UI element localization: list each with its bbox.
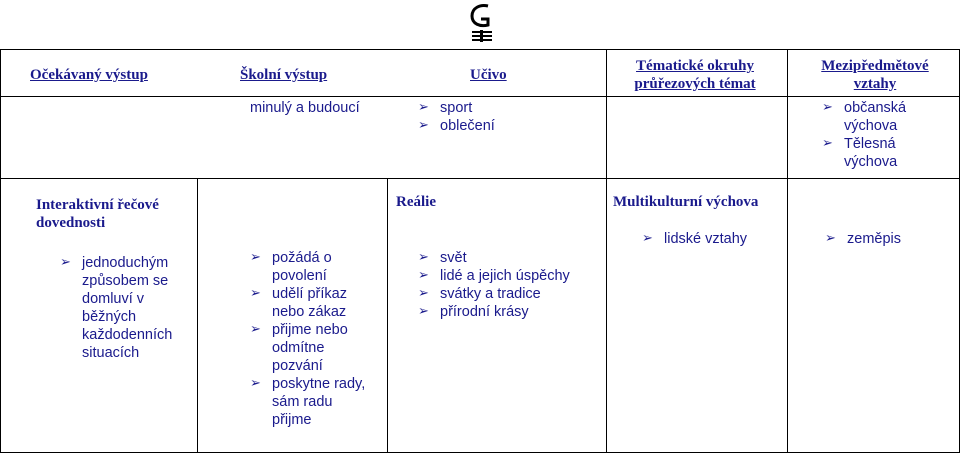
list-item: ➢ lidské vztahy	[642, 231, 748, 247]
arrow-bullet-icon: ➢	[250, 286, 261, 301]
table-bottom-line	[0, 452, 960, 453]
arrow-bullet-icon: ➢	[418, 100, 429, 115]
list-item: ➢ Tělesná výchova	[822, 136, 898, 170]
list-item: ➢ svátky a tradice	[418, 286, 541, 302]
list-item: ➢ udělí příkaz nebo zákaz	[250, 286, 347, 320]
table-top-line	[0, 49, 960, 50]
row1-ucivo-list	[418, 99, 598, 135]
arrow-bullet-icon: ➢	[250, 376, 261, 391]
list-item: ➢ sport	[418, 100, 473, 116]
table-left-line	[0, 49, 1, 453]
arrow-bullet-icon: ➢	[418, 118, 429, 133]
tematicke-list	[642, 230, 782, 248]
col-divider-2	[387, 178, 388, 453]
arrow-bullet-icon: ➢	[642, 231, 653, 246]
list-item: ➢ oblečení	[418, 118, 495, 134]
header-skolni-vystup: Školní výstup	[240, 67, 328, 83]
header-bottom-line	[0, 96, 960, 97]
header-ucivo: Učivo	[470, 67, 507, 83]
header-mezipredmetove: Mezipředmětové vztahy	[821, 58, 929, 92]
list-item: ➢ poskytne rady, sám radu přijme	[250, 376, 366, 428]
header-tematicke-okruhy: Tématické okruhy průřezových témat	[634, 58, 756, 92]
arrow-bullet-icon: ➢	[822, 136, 833, 151]
ocekavany-list	[60, 254, 190, 362]
realie-list	[418, 249, 603, 321]
list-item: ➢ jednoduchým způsobem se domluví v běžných každodenních situacích	[60, 255, 173, 361]
ocekavany-title: Interaktivní řečové dovednosti	[36, 197, 159, 231]
skolni-list	[250, 249, 380, 429]
arrow-bullet-icon: ➢	[250, 322, 261, 337]
realie-title: Reálie	[396, 194, 436, 210]
mezipredmetove-list	[825, 230, 945, 248]
arrow-bullet-icon: ➢	[250, 250, 261, 265]
list-item: ➢ lidé a jejich úspěchy	[418, 268, 570, 284]
list-item: ➢ svět	[418, 250, 467, 266]
arrow-bullet-icon: ➢	[822, 100, 833, 115]
arrow-bullet-icon: ➢	[418, 304, 429, 319]
row1-bottom-line	[0, 178, 960, 179]
arrow-bullet-icon: ➢	[60, 255, 71, 270]
multikulturni-title: Multikulturní výchova	[613, 194, 759, 210]
logo-icon	[466, 2, 496, 46]
list-item: ➢ požádá o povolení	[250, 250, 332, 284]
arrow-bullet-icon: ➢	[825, 231, 836, 246]
arrow-bullet-icon: ➢	[418, 286, 429, 301]
arrow-bullet-icon: ➢	[418, 268, 429, 283]
col-divider-3	[606, 49, 607, 453]
row1-skolni-vystup: minulý a budoucí	[250, 100, 360, 116]
list-item: ➢ zeměpis	[825, 231, 901, 247]
list-item: ➢ přijme nebo odmítne pozvání	[250, 322, 348, 374]
row1-mezipredmetove-list	[822, 99, 932, 171]
col-divider-1	[197, 178, 198, 453]
list-item: ➢ občanská výchova	[822, 100, 907, 134]
col-divider-4	[787, 49, 788, 453]
header-ocekavany-vystup: Očekávaný výstup	[30, 67, 148, 83]
list-item: ➢ přírodní krásy	[418, 304, 529, 320]
arrow-bullet-icon: ➢	[418, 250, 429, 265]
